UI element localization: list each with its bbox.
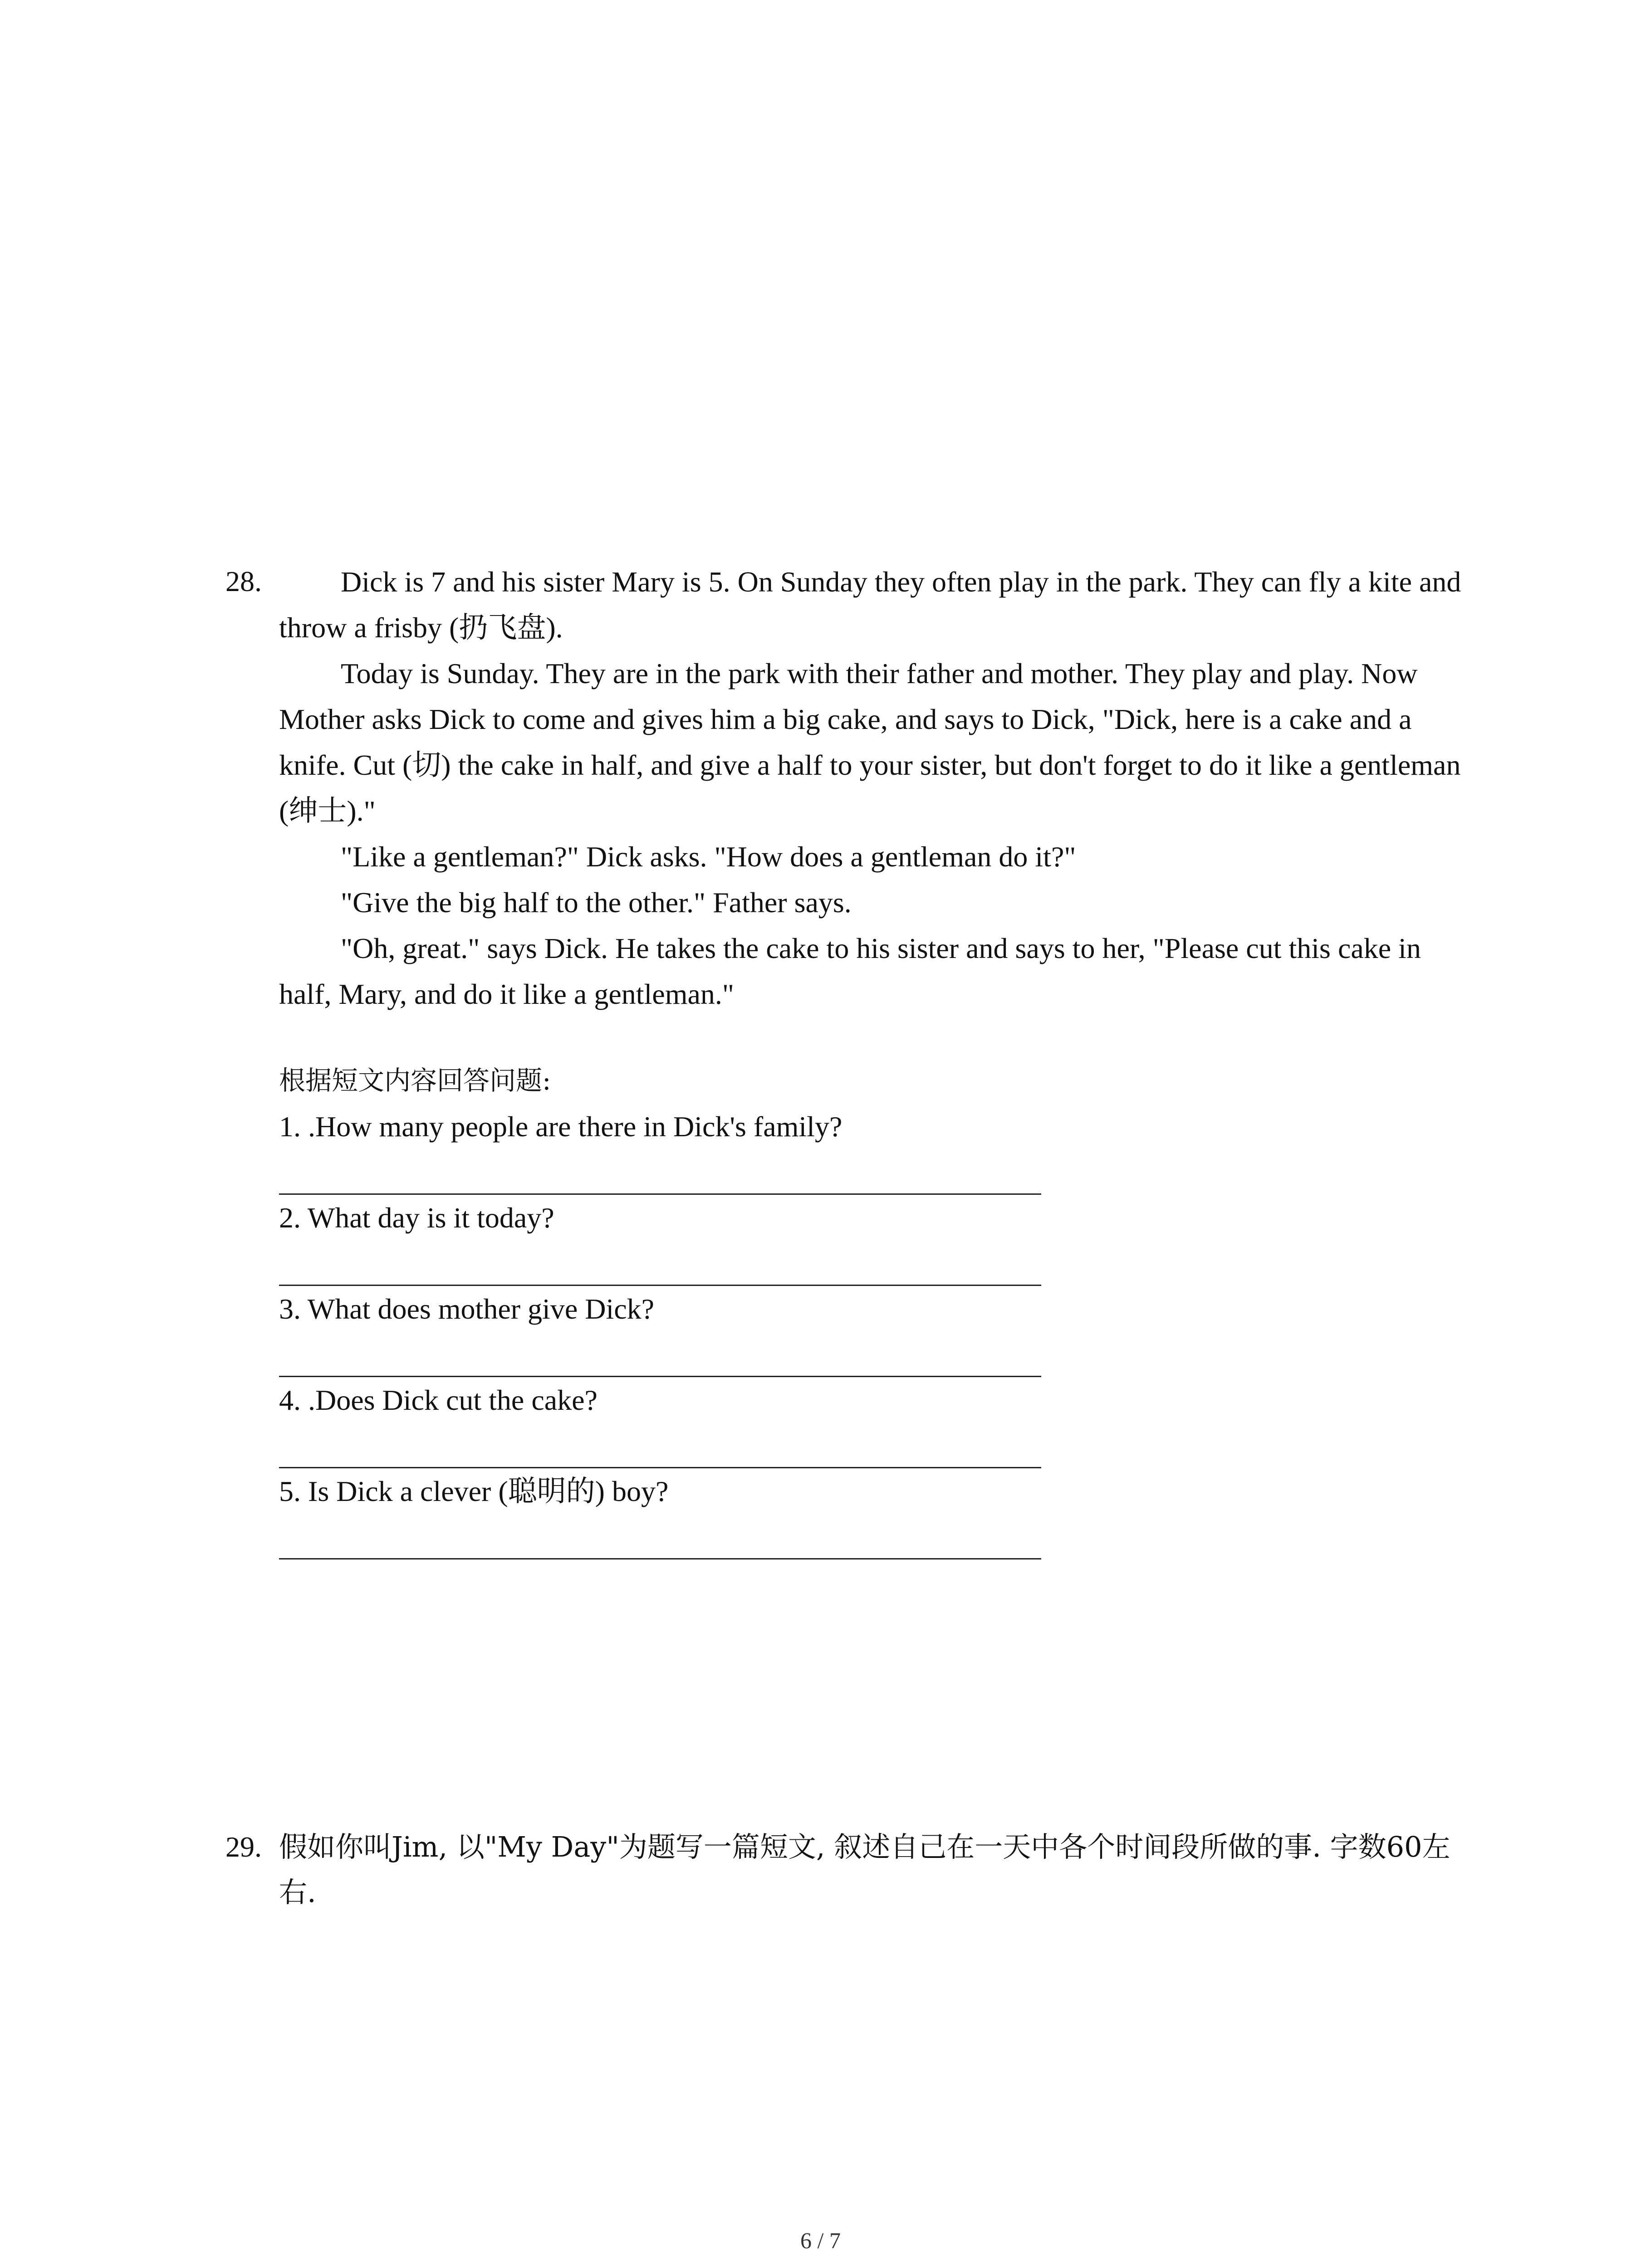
answer-line[interactable] <box>279 1332 1041 1377</box>
page-number: 6 / 7 <box>800 2228 841 2253</box>
answer-line[interactable] <box>279 1514 1041 1559</box>
question-item: 2. What day is it today? <box>279 1202 554 1234</box>
question-29-prompt: 假如你叫Jim, 以"My Day"为题写一篇短文, 叙述自己在一天中各个时间段所做的事. 字数60左右. <box>279 1830 1450 1909</box>
passage-paragraph: "Oh, great." says Dick. He takes the cake to his sister and says to her, "Please cut this cake in half, Mary, and do it like a gentleman." <box>279 932 1421 1010</box>
passage-paragraph: "Give the big half to the other." Father says. <box>341 886 852 919</box>
question-item: 4. .Does Dick cut the cake? <box>279 1384 598 1416</box>
passage-paragraph: Today is Sunday. They are in the park with their father and mother. They play and play. Now Mother asks Dick to come and gives him a big cake, and says to Dick, "Dick, here is a cake and a knife. Cut (切) the cake in half, and give a half to your sister, but don't forget to do it like a gentleman (绅士)." <box>279 657 1461 827</box>
question-item: 3. What does mother give Dick? <box>279 1293 655 1325</box>
comprehension-questions <box>279 1058 1186 1559</box>
question-28-passage <box>279 559 1477 1017</box>
answer-line[interactable] <box>279 1241 1041 1286</box>
questions-instruction: 根据短文内容回答问题: <box>279 1065 551 1096</box>
answer-line[interactable] <box>279 1149 1041 1195</box>
question-item: 5. Is Dick a clever (聪明的) boy? <box>279 1475 669 1507</box>
question-item: 1. .How many people are there in Dick's family? <box>279 1110 843 1143</box>
question-29-number: 29. <box>225 1831 262 1863</box>
passage-paragraph: Dick is 7 and his sister Mary is 5. On Sunday they often play in the park. They can fly a kite and throw a frisby (扔飞盘). <box>279 566 1461 644</box>
passage-paragraph: "Like a gentleman?" Dick asks. "How does a gentleman do it?" <box>341 841 1076 873</box>
answer-line[interactable] <box>279 1423 1041 1468</box>
question-28-number: 28. <box>225 565 262 597</box>
